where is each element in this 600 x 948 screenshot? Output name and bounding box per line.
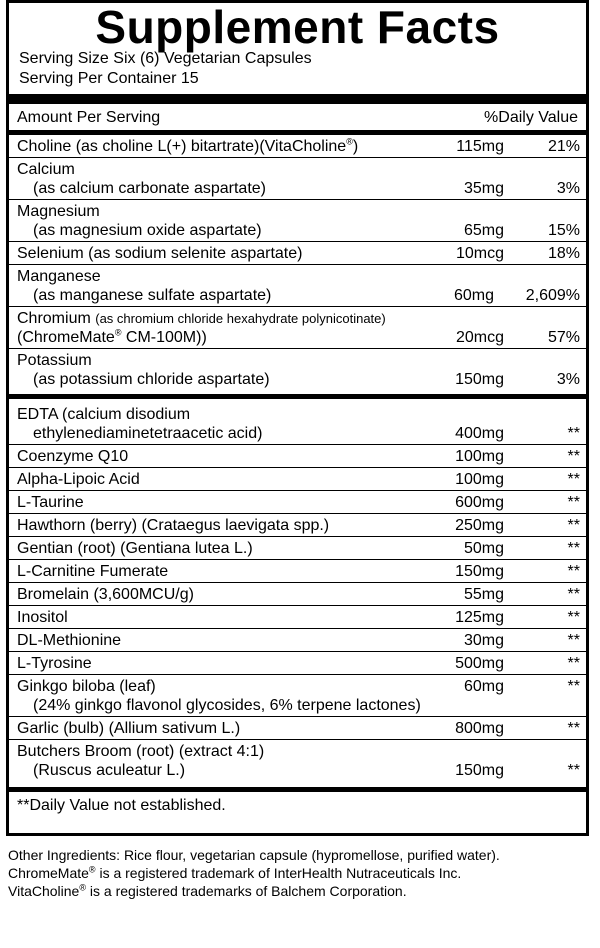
nutrient-amount: 65mg: [463, 222, 504, 239]
ingredient-dv: **: [567, 448, 580, 465]
servings-per-container: Serving Per Container 15: [19, 70, 199, 87]
ingredient-name: Inositol: [17, 609, 68, 626]
trademark-chromemate: ChromeMate® is a registered trademark of InterHealth Nutraceuticals Inc.: [8, 864, 462, 881]
ingredient-amount: 100mg: [455, 471, 504, 488]
ingredient-row-gentian: [9, 537, 586, 559]
ingredient-name: Garlic (bulb) (Allium sativum L.): [17, 720, 241, 737]
ingredient-row-hawthorn: [9, 514, 586, 536]
ingredient-dv: **: [567, 678, 580, 695]
ingredient-name: L-Taurine: [17, 494, 84, 511]
ingredient-amount: 250mg: [455, 517, 504, 534]
nutrient-dv: 57%: [547, 329, 580, 346]
ingredient-name: Gentian (root) (Gentiana lutea L.): [17, 540, 253, 557]
ingredient-name: L-Carnitine Fumerate: [17, 563, 169, 580]
nutrient-row-chromium: [9, 307, 586, 348]
ingredient-amount: 125mg: [455, 609, 504, 626]
nutrient-row-potassium: [9, 349, 586, 390]
thick-divider: [9, 94, 586, 104]
ingredient-dv: **: [567, 517, 580, 534]
ingredient-name: L-Tyrosine: [17, 655, 92, 672]
ingredient-row-inositol: [9, 606, 586, 628]
daily-value-footnote: **Daily Value not established.: [17, 797, 226, 814]
ingredient-amount: 150mg: [455, 563, 504, 580]
nutrient-amount: 115mg: [456, 138, 504, 155]
ingredient-name: Alpha-Lipoic Acid: [17, 471, 140, 488]
nutrient-name: Chromium (as chromium chloride hexahydrate polynicotinate) (ChromeMate® CM-100M)): [17, 310, 386, 346]
ingredient-row-alpha-lipoic-acid: [9, 468, 586, 490]
ingredient-subtext: (24% ginkgo flavonol glycosides, 6% terpene lactones): [33, 697, 421, 714]
other-ingredients: Other Ingredients: Rice flour, vegetarian capsule (hypromellose, purified water).: [8, 847, 500, 863]
nutrient-dv: 3%: [556, 180, 580, 197]
nutrient-amount: 35mg: [463, 180, 504, 197]
ingredient-amount: 800mg: [455, 720, 504, 737]
ingredient-row-coenzyme-q10: [9, 445, 586, 467]
ingredient-amount: 600mg: [455, 494, 504, 511]
ingredient-dv: **: [567, 609, 580, 626]
ingredient-dv: **: [567, 632, 580, 649]
ingredient-name: Bromelain (3,600MCU/g): [17, 586, 194, 603]
ingredient-dv: **: [567, 586, 580, 603]
ingredient-amount: 30mg: [463, 632, 504, 649]
nutrient-amount: 20mcg: [455, 329, 504, 346]
ingredient-amount: 100mg: [455, 448, 504, 465]
ingredient-amount: 60mg: [463, 678, 504, 695]
ingredient-amount: 500mg: [455, 655, 504, 672]
ingredient-row-dl-methionine: [9, 629, 586, 651]
nutrient-dv: 15%: [547, 222, 580, 239]
ingredient-dv: **: [567, 425, 580, 442]
ingredient-row-bromelain: [9, 583, 586, 605]
panel-title: Supplement Facts: [95, 1, 500, 53]
ingredient-name: DL-Methionine: [17, 632, 122, 649]
ingredient-dv: **: [567, 471, 580, 488]
nutrient-name: Magnesium (as magnesium oxide aspartate): [17, 203, 262, 239]
ingredient-row-l-taurine: [9, 491, 586, 513]
nutrient-dv: 2,609%: [525, 287, 580, 304]
ingredient-name: Butchers Broom (root) (extract 4:1) (Ruscus aculeatur L.): [17, 743, 265, 779]
nutrient-amount: 10mcg: [455, 245, 504, 262]
nutrient-row-magnesium: [9, 200, 586, 241]
ingredient-amount: 50mg: [463, 540, 504, 557]
amount-per-serving-label: Amount Per Serving: [17, 109, 161, 126]
ingredient-amount: 400mg: [455, 425, 504, 442]
ingredient-row-l-carnitine: [9, 560, 586, 582]
ingredient-amount: 150mg: [455, 762, 504, 779]
nutrient-dv: 21%: [547, 138, 580, 155]
nutrient-name: Calcium (as calcium carbonate aspartate): [17, 161, 266, 197]
ingredient-row-garlic: [9, 717, 586, 739]
nutrient-dv: 3%: [556, 371, 580, 388]
ingredient-dv: **: [567, 563, 580, 580]
daily-value-label: %Daily Value: [484, 109, 578, 126]
ingredient-row-edta: [9, 399, 586, 444]
nutrient-row-calcium: [9, 158, 586, 199]
ingredient-name: Coenzyme Q10: [17, 448, 129, 465]
other-ingredients-block: [8, 846, 586, 900]
ingredient-row-butchers-broom: [9, 740, 586, 781]
nutrient-name: Selenium (as sodium selenite aspartate): [17, 245, 303, 262]
ingredient-name: Hawthorn (berry) (Crataegus laevigata spp.): [17, 517, 330, 534]
serving-size: Serving Size Six (6) Vegetarian Capsules: [19, 50, 312, 67]
ingredient-row-l-tyrosine: [9, 652, 586, 674]
nutrient-row-choline: [9, 135, 586, 157]
ingredient-row-ginkgo: [9, 675, 586, 716]
ingredient-dv: **: [567, 494, 580, 511]
ingredient-dv: **: [567, 655, 580, 672]
nutrient-row-manganese: [9, 265, 586, 306]
nutrient-name: Choline (as choline L(+) bitartrate)(VitaCholine®): [17, 136, 359, 155]
nutrient-amount: 150mg: [455, 371, 504, 388]
ingredient-dv: **: [567, 720, 580, 737]
ingredient-dv: **: [567, 540, 580, 557]
table-header: [9, 104, 586, 130]
ingredient-amount: 55mg: [463, 586, 504, 603]
nutrient-name: Manganese (as manganese sulfate aspartate): [17, 268, 272, 304]
ingredient-name: EDTA (calcium disodium ethylenediaminetetraacetic acid): [17, 406, 263, 442]
trademark-vitacholine: VitaCholine® is a registered trademarks of Balchem Corporation.: [8, 882, 407, 899]
nutrient-dv: 18%: [547, 245, 580, 262]
ingredient-dv: **: [567, 762, 580, 779]
supplement-facts-panel: [6, 0, 589, 836]
nutrient-name: Potassium (as potassium chloride aspartate): [17, 352, 270, 388]
ingredient-name: Ginkgo biloba (leaf): [17, 678, 156, 695]
nutrient-row-selenium: [9, 242, 586, 264]
nutrient-amount: 60mg: [453, 287, 494, 304]
